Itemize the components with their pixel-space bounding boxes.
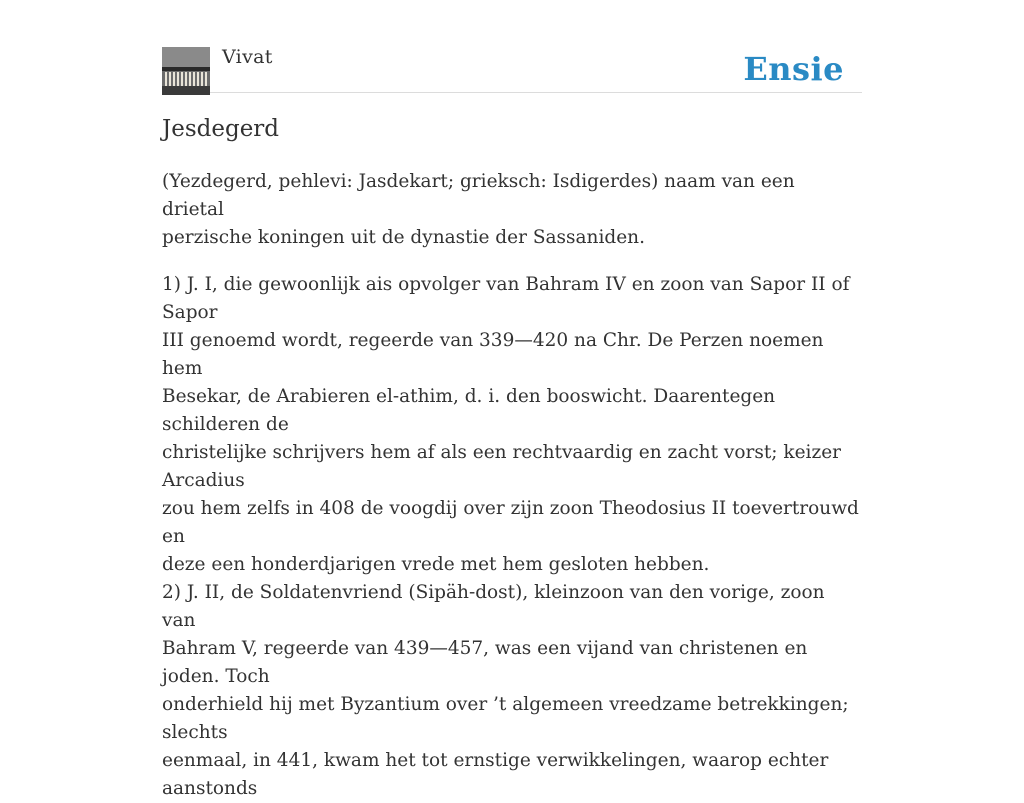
page-title: Jesdegerd	[162, 116, 280, 142]
avatar[interactable]	[162, 47, 210, 95]
author-name[interactable]: Vivat	[222, 46, 273, 68]
article-content	[162, 168, 862, 803]
article-body: 1) J. I, die gewoonlijk ais opvolger van Bahram IV en zoon van Sapor II of Sapor III genoemd wordt, regeerde van 339—420 na Chr. De Perzen noemen hem Besekar, de Arabieren el-athim, d. i. den booswicht. Daarentegen schilderen de christelijke schrijvers hem af als een rechtvaardig en zacht vorst; keizer Arcadius zou hem zelfs in 408 de voogdij over zijn zoon Theodosius II toevertrouwd en deze een honderdjarigen vrede met hem gesloten hebben. 2) J. II, de Soldatenvriend (Sipäh-dost), kleinzoon van den vorige, zoon van Bahram V, regeerde van 439—457, was een vijand van christenen en joden. Toch onderhield hij met Byzantium over ’t algemeen vreedzame betrekkingen; slechts eenmaal, in 441, kwam het tot ernstige verwikkelingen, waarop echter aanstonds	[162, 274, 859, 799]
avatar-image-icon	[162, 47, 210, 95]
page-container	[162, 0, 862, 799]
brand-logo[interactable]: Ensie	[743, 50, 844, 88]
header	[162, 0, 862, 93]
article-intro: (Yezdegerd, pehlevi: Jasdekart; grieksch: Isdigerdes) naam van een drietal perzische koningen uit de dynastie der Sassaniden.	[162, 171, 795, 248]
